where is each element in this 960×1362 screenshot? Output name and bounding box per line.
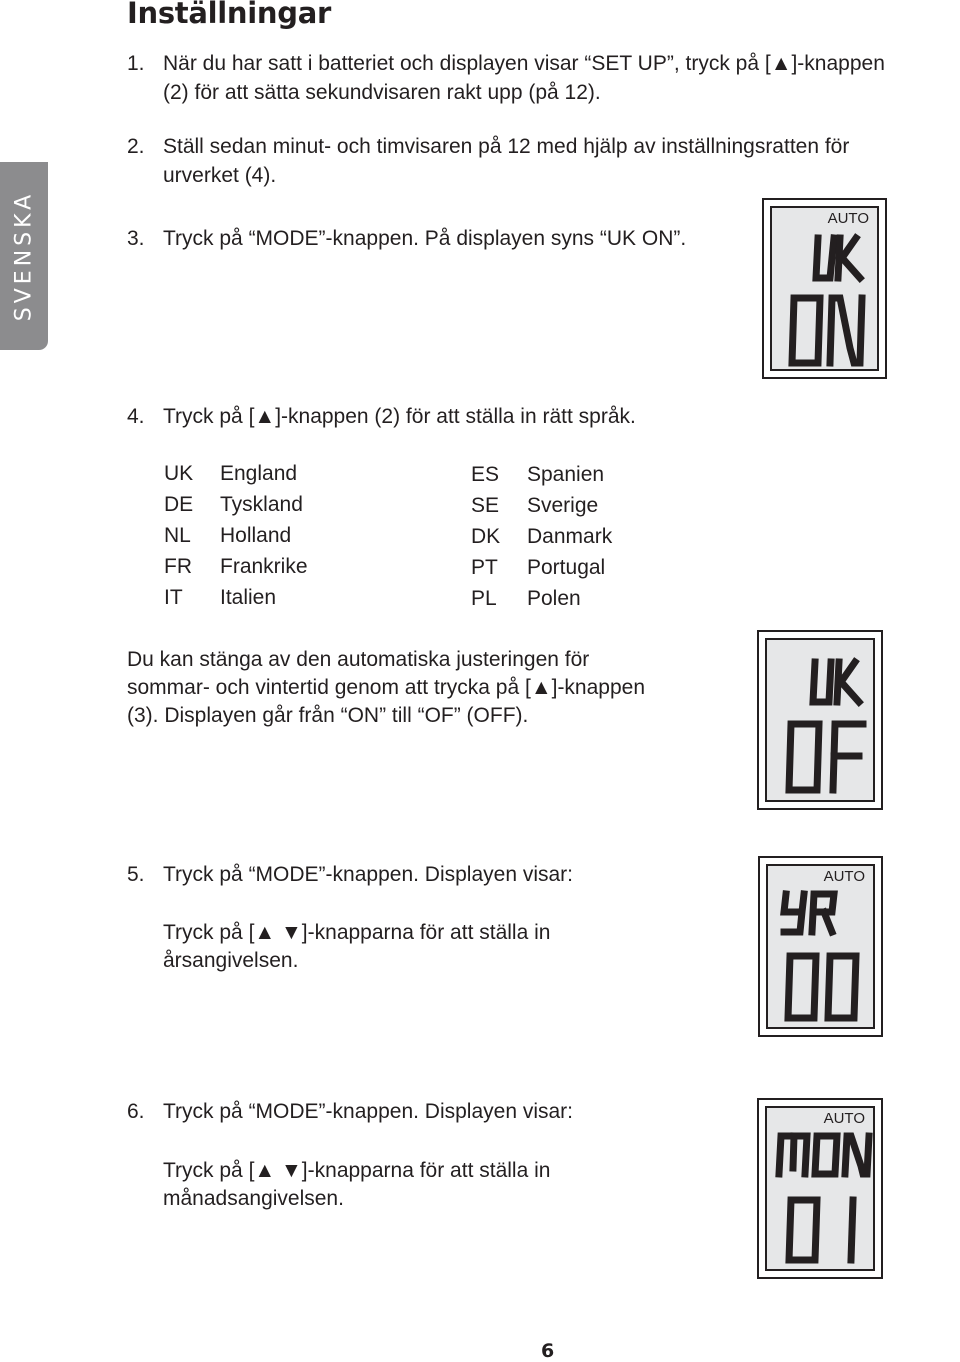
- lcd-segment-text: [768, 866, 877, 1031]
- language-name: Portugal: [527, 556, 606, 579]
- language-name: Spanien: [527, 463, 605, 486]
- step-text-line: Tryck på [▲ ▼]-knapparna för att ställa in: [163, 921, 551, 944]
- language-code: IT: [164, 586, 183, 609]
- language-code: ES: [471, 463, 500, 486]
- note-line: sommar- och vintertid genom att trycka på [▲]-knappen: [127, 676, 646, 699]
- language-name: Tyskland: [220, 493, 303, 516]
- step-number: 6.: [127, 1100, 145, 1123]
- language-code: SE: [471, 494, 500, 517]
- lcd-display-yr-00: [758, 856, 883, 1037]
- language-code: UK: [164, 462, 194, 485]
- language-code: DE: [164, 493, 194, 516]
- auto-indicator: AUTO: [827, 210, 869, 227]
- language-code: PL: [471, 587, 497, 610]
- step-number: 1.: [127, 52, 145, 75]
- language-name: Holland: [220, 524, 292, 547]
- lcd-segment-text: [767, 640, 877, 804]
- language-code: NL: [164, 524, 191, 547]
- step-text-line: (2) för att sätta sekundvisaren rakt upp (på 12).: [163, 81, 601, 104]
- step-text-line: Ställ sedan minut- och timvisaren på 12 med hjälp av inställningsratten för: [163, 135, 850, 158]
- step-number: 5.: [127, 863, 145, 886]
- auto-indicator: AUTO: [823, 1110, 865, 1127]
- auto-indicator: AUTO: [823, 868, 865, 885]
- language-name: Polen: [527, 587, 581, 610]
- language-side-tab: [0, 162, 48, 350]
- step-text-line: Tryck på “MODE”-knappen. Displayen visar:: [163, 1100, 574, 1123]
- page-number: 6: [541, 1340, 555, 1362]
- side-tab-label: SVENSKA: [11, 190, 37, 322]
- lcd-segment-text: [772, 208, 881, 373]
- language-name: Sverige: [527, 494, 599, 517]
- step-text-line: Tryck på [▲ ▼]-knapparna för att ställa in: [163, 1159, 551, 1182]
- language-name: Danmark: [527, 525, 613, 548]
- lcd-screen: [766, 864, 875, 1029]
- lcd-screen: [770, 206, 879, 371]
- language-code: DK: [471, 525, 501, 548]
- step-text-line: Tryck på “MODE”-knappen. På displayen syns “UK ON”.: [163, 227, 687, 250]
- language-code: FR: [164, 555, 192, 578]
- step-text-line: urverket (4).: [163, 164, 277, 187]
- lcd-display-uk-on: [762, 198, 887, 379]
- note-line: (3). Displayen går från “ON” till “OF” (OFF).: [127, 704, 529, 727]
- step-text-line: Tryck på [▲]-knappen (2) för att ställa in rätt språk.: [163, 405, 636, 428]
- step-text-line: När du har satt i batteriet och displayen visar “SET UP”, tryck på [▲]-knappen: [163, 52, 885, 75]
- language-name: England: [220, 462, 298, 485]
- language-name: Italien: [220, 586, 277, 609]
- language-code: PT: [471, 556, 498, 579]
- lcd-segment-text: [767, 1108, 877, 1273]
- note-line: Du kan stänga av den automatiska justeringen för: [127, 648, 590, 671]
- lcd-screen: [765, 638, 875, 802]
- page-title: Inställningar: [127, 0, 331, 30]
- step-number: 3.: [127, 227, 145, 250]
- lcd-display-mon-01: [757, 1098, 883, 1279]
- step-text-line: årsangivelsen.: [163, 949, 299, 972]
- step-text-line: Tryck på “MODE”-knappen. Displayen visar:: [163, 863, 574, 886]
- lcd-screen: [765, 1106, 875, 1271]
- step-text-line: månadsangivelsen.: [163, 1187, 344, 1210]
- step-number: 2.: [127, 135, 145, 158]
- language-name: Frankrike: [220, 555, 308, 578]
- lcd-display-uk-of: [757, 630, 883, 810]
- step-number: 4.: [127, 405, 145, 428]
